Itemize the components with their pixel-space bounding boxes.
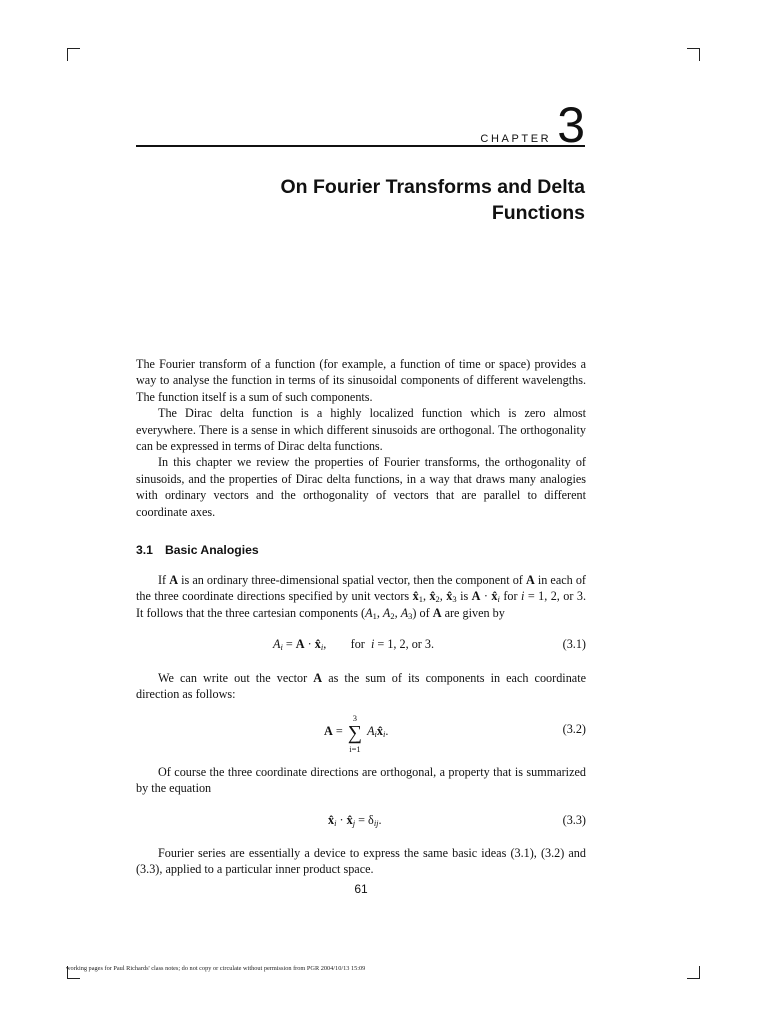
section-title: Basic Analogies bbox=[164, 543, 259, 557]
footer-note: working pages for Paul Richards' class notes; do not copy or circulate without permission from PGR 2004/10/13 15:09 bbox=[66, 965, 366, 972]
chapter-title-line-1: On Fourier Transforms and Delta bbox=[280, 176, 585, 198]
summation-symbol: ∑ 3 i=1 bbox=[347, 713, 363, 754]
paragraph-vector-components: If A is an ordinary three-dimensional spatial vector, then the component of A in each of the three coordinate directions specified by unit vectors $x̂_1$, $x̂_2$, $x̂_3$ is $A \cdot x̂_i$ for i = 1, 2, or 3. It follows that the three cartesian components ($A_1$, $A_2$, $A_3$) of A are given by bbox=[136, 573, 587, 621]
crop-mark-top-left bbox=[67, 48, 80, 61]
chapter-label: CHAPTER bbox=[480, 133, 552, 145]
sum-upper-limit: 3 bbox=[352, 713, 358, 723]
chapter-header bbox=[136, 97, 585, 153]
equation-3-3-label: (3.3) bbox=[562, 813, 586, 827]
sum-lower-limit: i=1 bbox=[349, 744, 361, 754]
equation-3-1-label: (3.1) bbox=[562, 637, 586, 651]
equation-3-1-condition: for bbox=[350, 637, 365, 651]
equation-3-2-label: (3.2) bbox=[562, 722, 586, 736]
intro-paragraph-3: In this chapter we review the properties of Fourier transforms, the orthogonality of sinusoids, and the properties of Dirac delta functions, in a way that draws many analogies with ordinary vectors and the orthogonality of vectors that are parallel to different coordinate axes. bbox=[136, 455, 586, 519]
crop-mark-bottom-right bbox=[687, 966, 700, 979]
chapter-number: 3 bbox=[557, 97, 585, 153]
equation-3-1-condition-tail: = 1, 2, or 3. bbox=[377, 637, 435, 651]
paragraph-fourier-series: Fourier series are essentially a device to express the same basic ideas (3.1), (3.2) and (3.3), applied to a particular inner product space. bbox=[136, 846, 586, 877]
equation-3-1: $A_i = A$ · $x̂_i$, for i = 1, 2, or 3. (3.1) bbox=[273, 637, 586, 652]
section-heading bbox=[136, 543, 259, 557]
intro-paragraph-1: The Fourier transform of a function (for example, a function of time or space) provides a way to analyse the function in terms of its sinusoidal components of different wavelengths. The function itself is a sum of such components. bbox=[136, 357, 586, 404]
intro-paragraph-2: The Dirac delta function is a highly localized function which is zero almost everywhere. There is a sense in which different sinusoids are orthogonal. The orthogonality can be expressed in terms of Dirac delta functions. bbox=[136, 406, 586, 454]
equation-3-3: $x̂_i$ · $x̂_j = \delta_{ij}$. (3.3) bbox=[328, 813, 586, 828]
section-number: 3.1 bbox=[136, 543, 153, 557]
intro-text bbox=[136, 356, 586, 520]
paragraph-orthogonal: Of course the three coordinate directions are orthogonal, a property that is summarized by the equation bbox=[136, 765, 586, 796]
chapter-rule bbox=[136, 145, 585, 147]
equation-3-2: A = ∑ 3 i=1 $A_ix̂_i$. (3.2) bbox=[324, 713, 586, 754]
chapter-title-line-2: Functions bbox=[491, 202, 585, 224]
crop-mark-top-right bbox=[687, 48, 700, 61]
paragraph-sum-components: We can write out the vector A as the sum of its components in each coordinate direction as follows: bbox=[136, 671, 586, 702]
chapter-title bbox=[200, 174, 585, 226]
page-number: 61 bbox=[354, 882, 368, 896]
